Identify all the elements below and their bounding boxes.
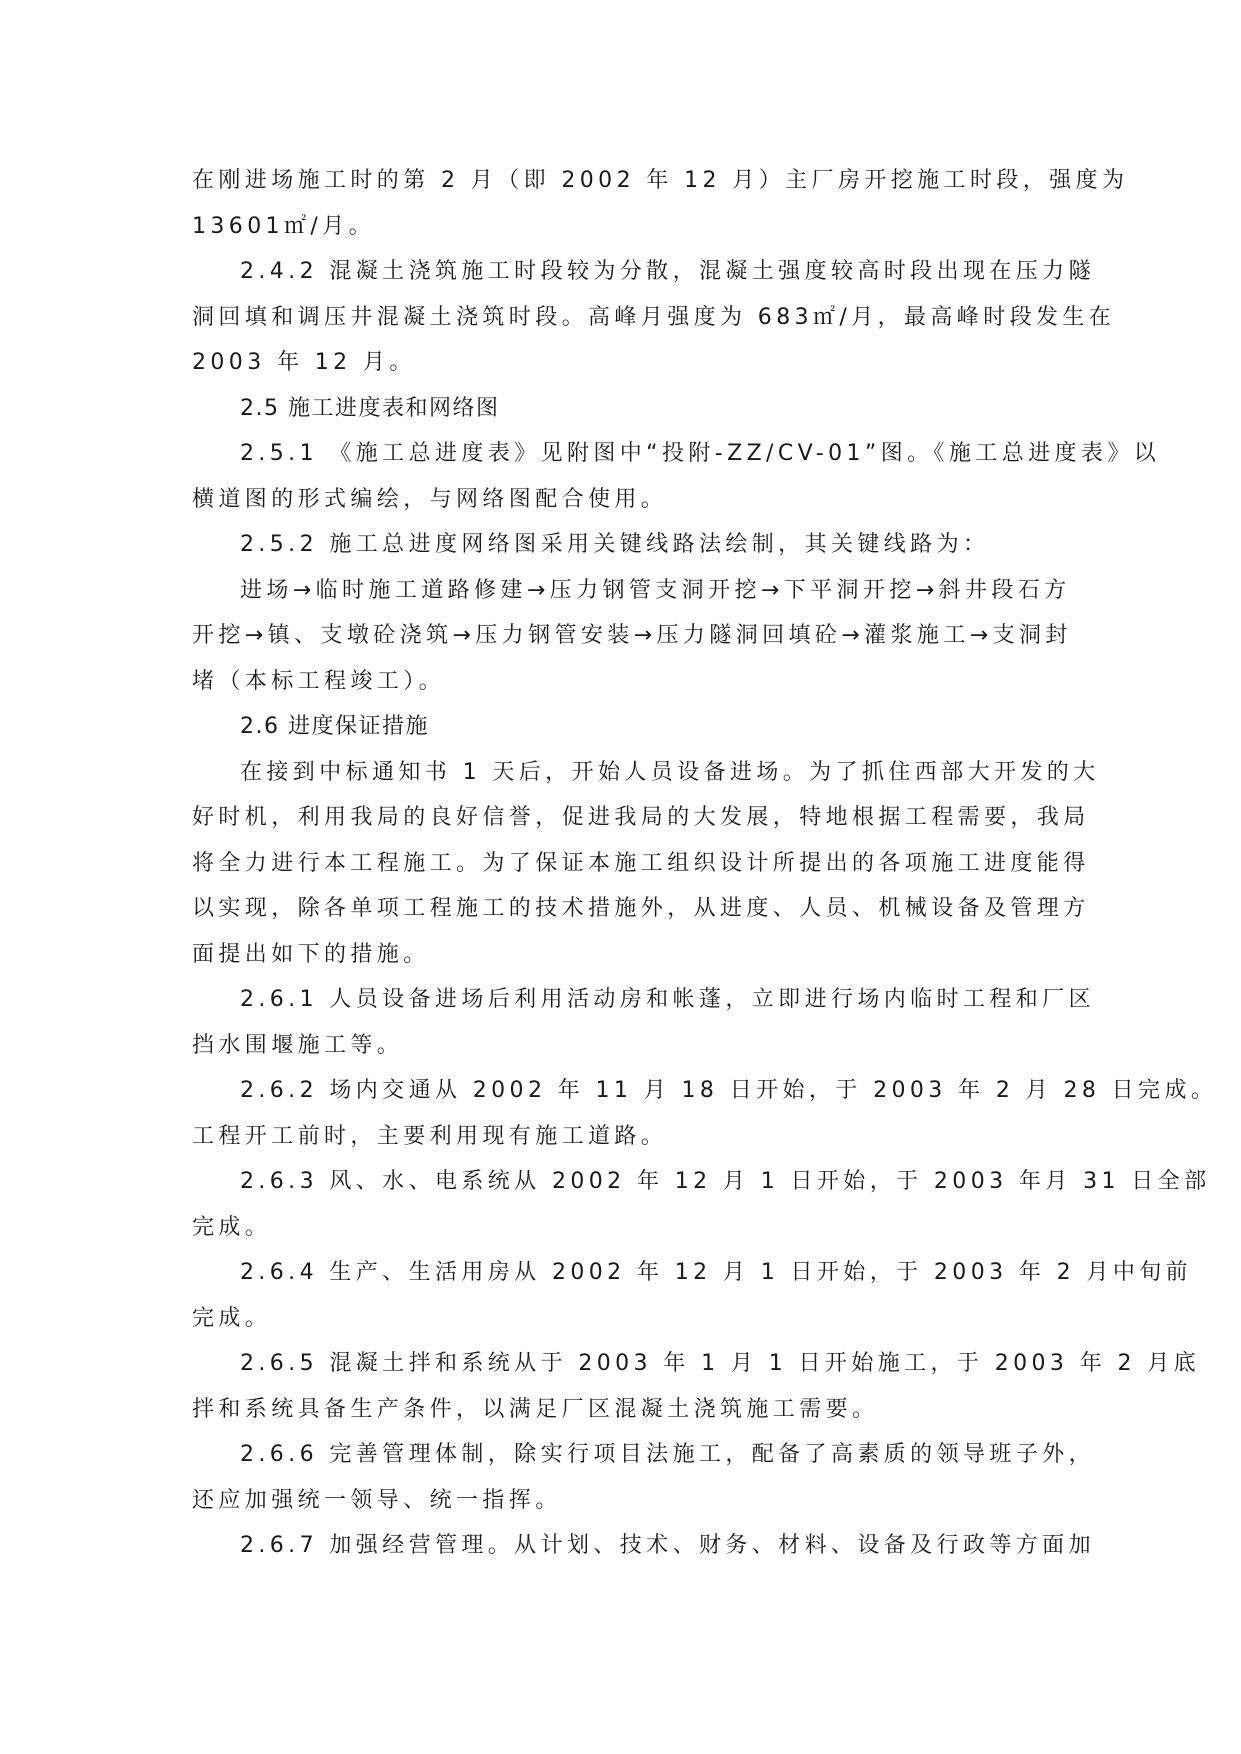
text-line: 2.6.2 场内交通从 2002 年 11 月 18 日开始，于 2003 年 2 月 28 日完成。	[240, 1078, 1218, 1103]
text-line: 工程开工前时，主要利用现有施工道路。	[192, 1123, 668, 1149]
text-line: 挡水围堰施工等。	[192, 1032, 404, 1058]
text-line: 2.6.1 人员设备进场后利用活动房和帐蓬，立即进行场内临时工程和厂区	[240, 987, 1095, 1012]
text-line: 开挖→镇、支墩砼浇筑→压力钢管安装→压力隧洞回填砼→灌浆施工→支洞封	[192, 623, 1072, 648]
text-line: 2.6.3 风、水、电系统从 2002 年 12 月 1 日开始，于 2003 年月 31 日全部	[240, 1169, 1211, 1194]
text-line: 完成。	[192, 1305, 272, 1331]
text-line: 进场→临时施工道路修建→压力钢管支洞开挖→下平洞开挖→斜井段石方	[240, 577, 1071, 603]
text-line: 在刚进场施工时的第 2 月（即 2002 年 12 月）主厂房开挖施工时段，强度为	[192, 168, 1129, 193]
text-line: 拌和系统具备生产条件，以满足厂区混凝土浇筑施工需要。	[192, 1396, 879, 1422]
text-line: 好时机，利用我局的良好信誉，促进我局的大发展，特地根据工程需要，我局	[192, 805, 1090, 830]
text-line: 堵（本标工程竣工）。	[192, 668, 446, 694]
text-line: 2.6.7 加强经营管理。从计划、技术、财务、材料、设备及行政等方面加	[240, 1533, 1095, 1558]
section-heading: 2.5 施工进度表和网络图	[240, 395, 500, 421]
text-line: 2.4.2 混凝土浇筑施工时段较为分散，混凝土强度较高时段出现在压力隧	[240, 259, 1095, 284]
text-line: 以实现，除各单项工程施工的技术措施外，从进度、人员、机械设备及管理方	[192, 896, 1090, 921]
text-line: 2.6.6 完善管理体制，除实行项目法施工，配备了高素质的领导班子外，	[240, 1442, 1095, 1467]
text-line: 面提出如下的措施。	[192, 941, 430, 967]
text-line: 2.6.4 生产、生活用房从 2002 年 12 月 1 日开始，于 2003 年 2 月中旬前	[240, 1260, 1193, 1285]
text-line: 在接到中标通知书 1 天后，开始人员设备进场。为了抓住西部大开发的大	[240, 759, 1100, 785]
text-line: 2.5.2 施工总进度网络图采用关键线路法绘制，其关键线路为：	[240, 532, 990, 557]
text-line: 2.5.1 《施工总进度表》见附图中“投附-ZZ/CV-01”图。《施工总进度表》以	[240, 441, 1161, 466]
section-heading: 2.6 进度保证措施	[240, 714, 429, 739]
text-line: 2003 年 12 月。	[192, 350, 416, 375]
body-text	[192, 158, 1218, 1569]
text-line: 完成。	[192, 1214, 272, 1240]
text-line: 13601㎡/月。	[192, 213, 375, 239]
text-line: 横道图的形式编绘，与网络图配合使用。	[192, 486, 668, 512]
text-line: 2.6.5 混凝土拌和系统从于 2003 年 1 月 1 日开始施工，于 2003 年 2 月底	[240, 1351, 1201, 1376]
text-line: 还应加强统一领导、统一指挥。	[192, 1487, 562, 1513]
text-line: 洞回填和调压井混凝土浇筑时段。高峰月强度为 683㎡/月，最高峰时段发生在	[192, 304, 1116, 330]
text-line: 将全力进行本工程施工。为了保证本施工组织设计所提出的各项施工进度能得	[192, 850, 1090, 876]
